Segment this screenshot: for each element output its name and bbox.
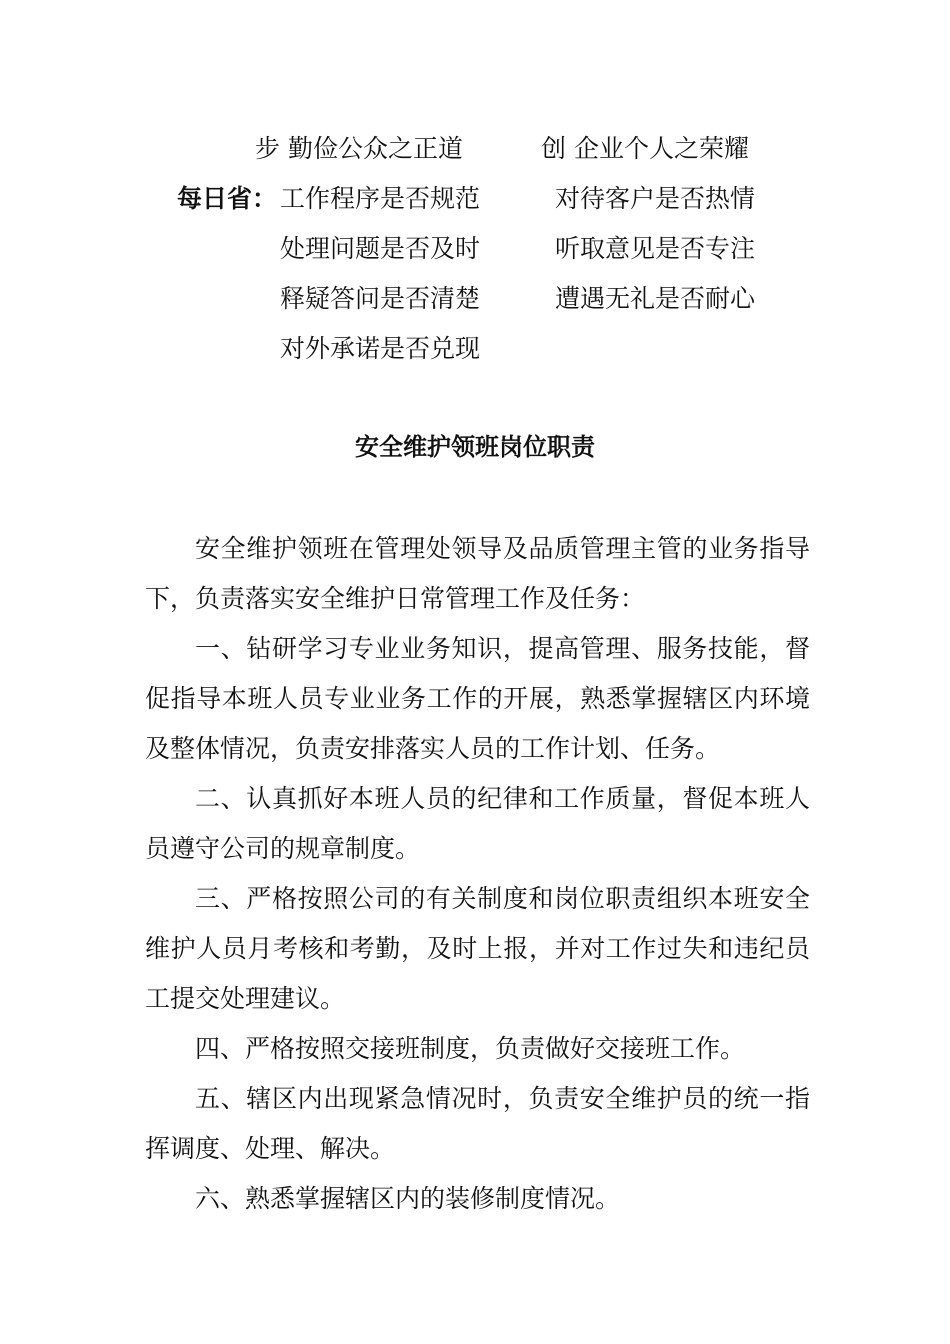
body-paragraph: 安全维护领班在管理处领导及品质管理主管的业务指导下，负责落实安全维护日常管理工作及任务： <box>145 534 810 613</box>
body-paragraph: 一、钻研学习专业业务知识，提高管理、服务技能，督促指导本班人员专业业务工作的开展，熟悉掌握辖区内环境及整体情况，负责安排落实人员的工作计划、任务。 <box>145 634 810 763</box>
section-title: 安全维护领班岗位职责 <box>355 433 595 461</box>
body-paragraph: 二、认真抓好本班人员的纪律和工作质量，督促本班人员遵守公司的规章制度。 <box>145 784 810 863</box>
body-paragraph: 六、熟悉掌握辖区内的装修制度情况。 <box>195 1184 621 1213</box>
motto-right: 创 企业个人之荣耀 <box>541 134 749 163</box>
daily-check-item: 释疑答问是否清楚 <box>280 284 481 313</box>
daily-check-item: 对待客户是否热情 <box>555 184 756 213</box>
daily-check-item: 遭遇无礼是否耐心 <box>555 284 756 313</box>
body-paragraph: 四、严格按照交接班制度，负责做好交接班工作。 <box>195 1034 746 1063</box>
daily-check-item: 对外承诺是否兑现 <box>280 334 481 363</box>
body-paragraph: 五、辖区内出现紧急情况时，负责安全维护员的统一指挥调度、处理、解决。 <box>145 1084 810 1163</box>
daily-check-item: 处理问题是否及时 <box>280 234 481 263</box>
motto-left: 步 勤俭公众之正道 <box>255 134 463 163</box>
body-paragraph: 三、严格按照公司的有关制度和岗位职责组织本班安全维护人员月考核和考勤，及时上报，并对工作过失和违纪员工提交处理建议。 <box>145 884 810 1013</box>
daily-check-label: 每日省： <box>177 184 278 213</box>
daily-check-item: 听取意见是否专注 <box>555 234 756 263</box>
daily-check-item: 工作程序是否规范 <box>280 184 481 213</box>
